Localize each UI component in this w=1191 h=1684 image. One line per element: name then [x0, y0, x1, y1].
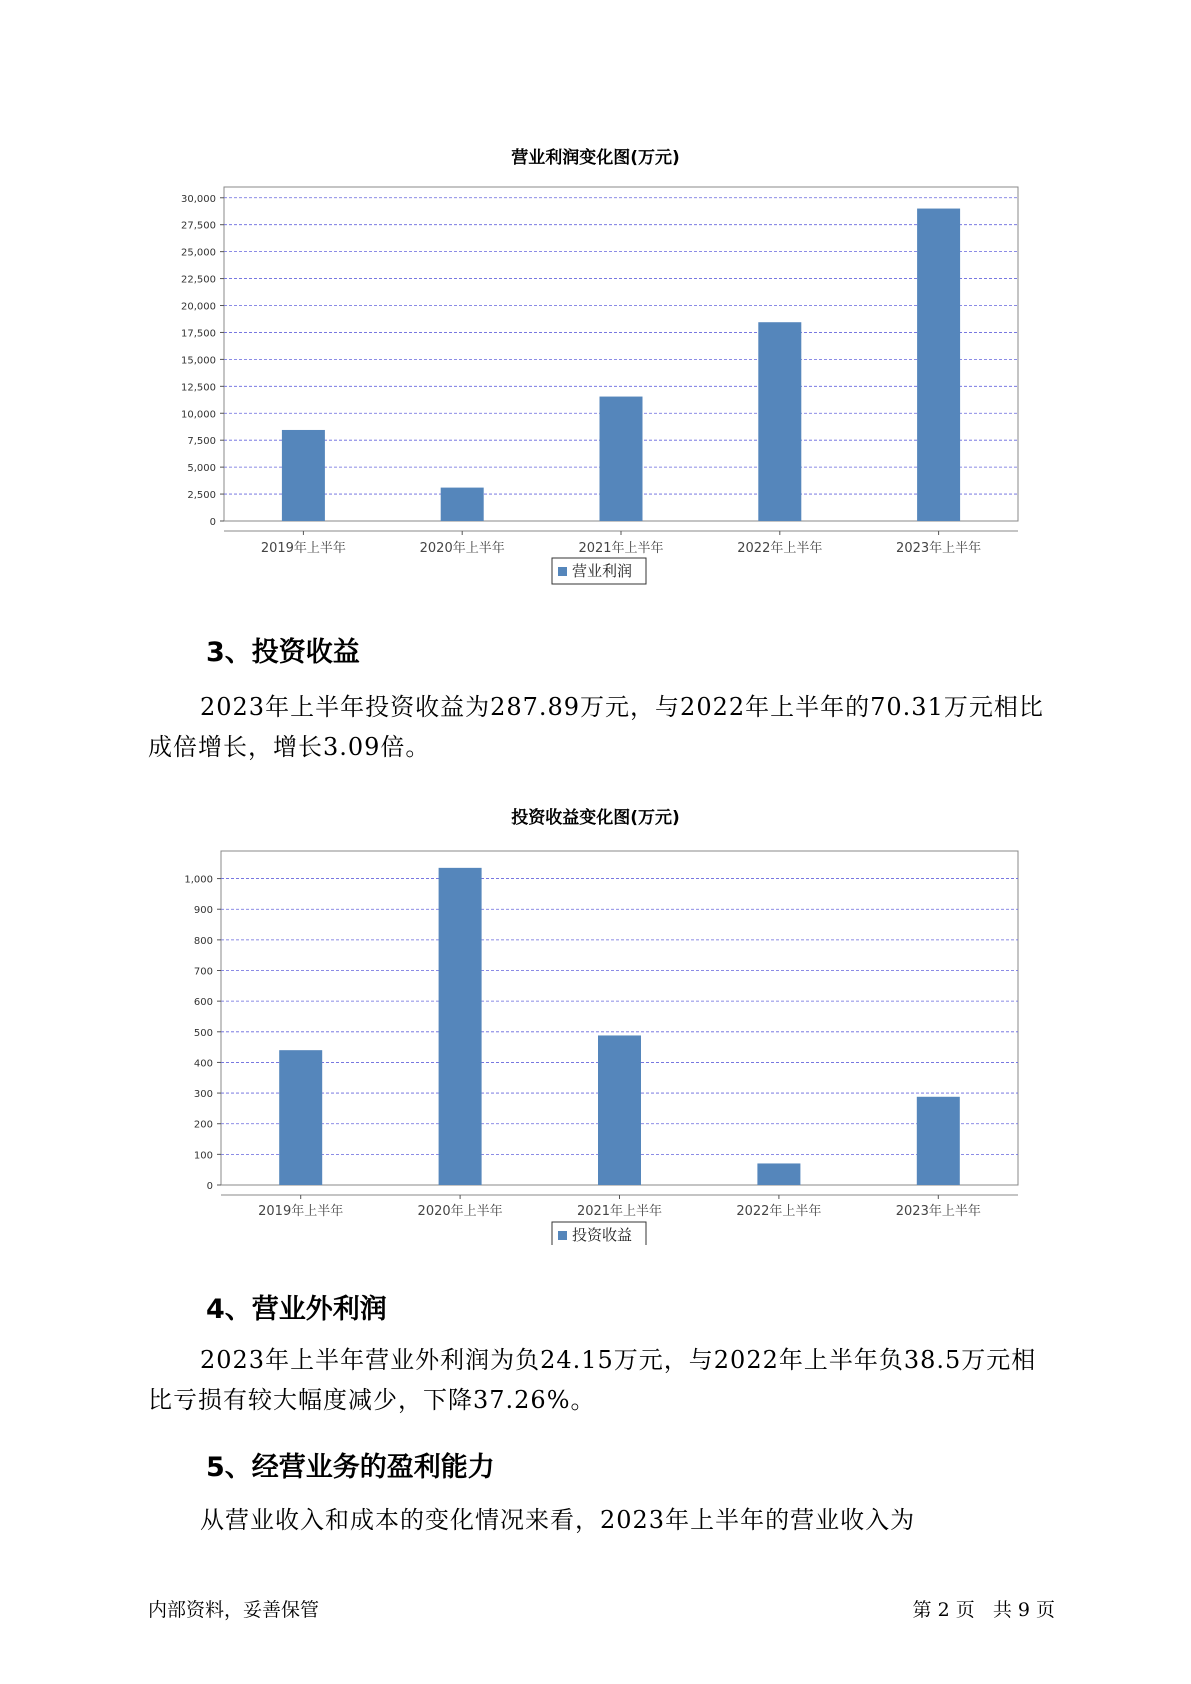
legend-label: 营业利润 [572, 562, 633, 580]
section-paragraph: 从营业收入和成本的变化情况来看，2023年上半年的营业收入为 [200, 1506, 916, 1534]
bar [758, 322, 801, 521]
chart-title: 投资收益变化图(万元) [511, 808, 680, 828]
y-tick-label: 5,000 [187, 463, 216, 475]
y-tick-label: 10,000 [181, 409, 216, 421]
y-tick-label: 27,500 [181, 220, 216, 232]
y-tick-label: 20,000 [181, 301, 216, 313]
section-heading: 4、营业外利润 [206, 1294, 387, 1325]
bar [279, 1050, 322, 1185]
x-tick-label: 2022年上半年 [736, 1204, 822, 1219]
bar [282, 430, 325, 521]
y-tick-label: 25,000 [181, 247, 216, 259]
x-tick-label: 2019年上半年 [260, 541, 346, 556]
section-paragraph: 2023年上半年投资收益为287.89万元，与2022年上半年的70.31万元相比成倍增长，增长3.09倍。 [148, 693, 1044, 761]
y-tick-label: 15,000 [181, 355, 216, 367]
footer-page-number: 第 2 页 共 9 页 [912, 1599, 1055, 1621]
x-tick-label: 2020年上半年 [419, 541, 505, 556]
y-tick-label: 2,500 [187, 490, 216, 502]
y-tick-label: 900 [193, 905, 213, 917]
bar [439, 868, 482, 1185]
legend-swatch [558, 567, 567, 576]
y-tick-label: 100 [193, 1150, 213, 1162]
y-tick-label: 400 [193, 1058, 213, 1070]
bar [441, 488, 484, 521]
x-tick-label: 2021年上半年 [578, 541, 664, 556]
legend-label: 投资收益 [572, 1226, 633, 1244]
x-tick-label: 2021年上半年 [576, 1204, 663, 1219]
y-tick-label: 17,500 [181, 328, 216, 340]
section-paragraph: 2023年上半年营业外利润为负24.15万元，与2022年上半年负38.5万元相比亏损有较大幅度减少，下降37.26%。 [148, 1346, 1037, 1414]
x-tick-label: 2022年上半年 [737, 541, 823, 556]
bar [917, 209, 960, 521]
y-tick-label: 0 [209, 517, 216, 528]
y-tick-label: 12,500 [181, 382, 216, 394]
x-tick-label: 2019年上半年 [258, 1204, 344, 1219]
y-tick-label: 1,000 [184, 874, 213, 886]
x-tick-label: 2023年上半年 [895, 1204, 981, 1219]
y-tick-label: 7,500 [187, 436, 216, 448]
y-tick-label: 600 [193, 997, 213, 1009]
section-heading: 5、经营业务的盈利能力 [206, 1452, 495, 1483]
legend [552, 1222, 646, 1245]
bar [598, 1035, 641, 1185]
y-tick-label: 200 [193, 1119, 213, 1131]
footer-confidential-note: 内部资料，妥善保管 [148, 1599, 320, 1621]
y-tick-label: 500 [193, 1027, 213, 1039]
investment-income-chart [0, 835, 1191, 1245]
x-tick-label: 2020年上半年 [417, 1204, 503, 1219]
legend-swatch [558, 1231, 567, 1240]
legend [552, 558, 646, 584]
bar [757, 1163, 800, 1185]
operating-profit-chart [0, 180, 1191, 585]
y-tick-label: 0 [206, 1181, 213, 1192]
section-heading: 3、投资收益 [206, 637, 360, 668]
bar [917, 1097, 960, 1185]
x-tick-label: 2023年上半年 [896, 541, 982, 556]
bar [600, 397, 643, 521]
y-tick-label: 300 [193, 1089, 213, 1101]
y-tick-label: 800 [193, 935, 213, 947]
y-tick-label: 22,500 [181, 274, 216, 286]
chart-title: 营业利润变化图(万元) [511, 148, 680, 168]
y-tick-label: 30,000 [181, 193, 216, 205]
y-tick-label: 700 [193, 966, 213, 978]
